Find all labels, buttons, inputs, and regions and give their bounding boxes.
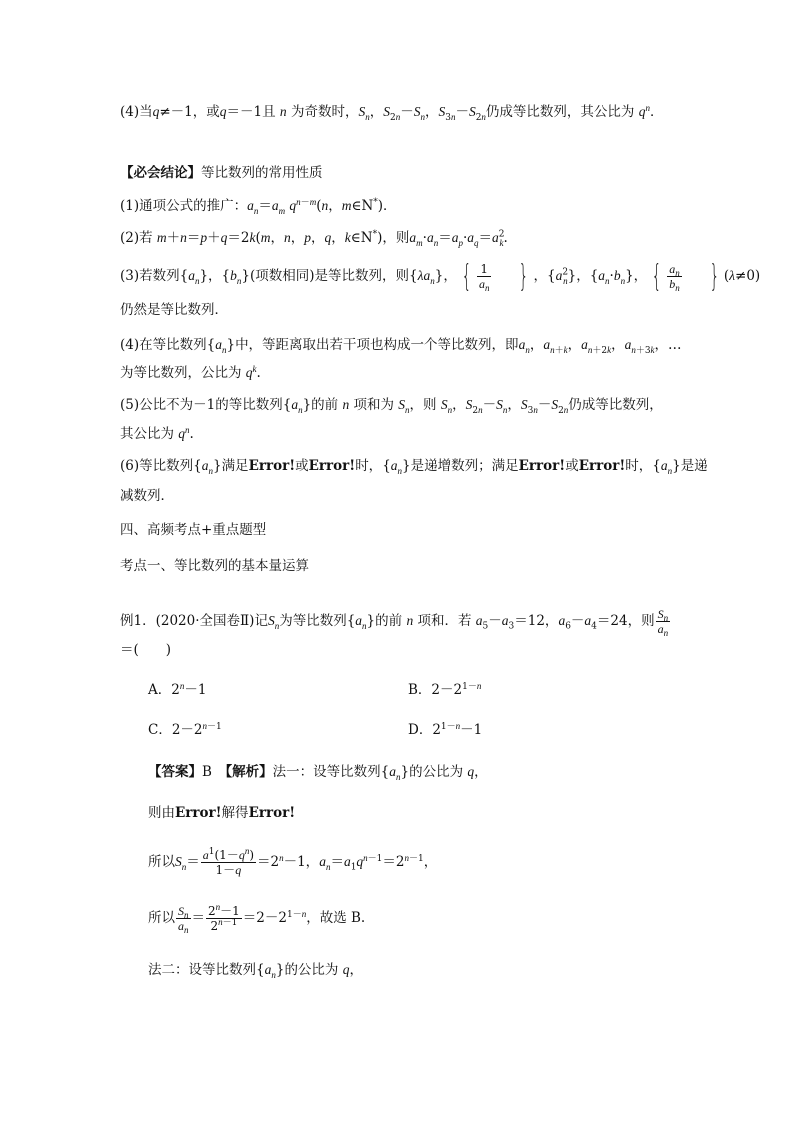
option-d: D．$2^{1-n}-1$ xyxy=(408,720,483,738)
answer-line-3: 所以$S_n=$ $\frac{a^1(1-q^n)}{1-q}$ $=2^n-1$，$a_n=a_1q^{n-1}=2^{n-1}$， xyxy=(148,846,438,877)
conclusion-heading xyxy=(120,163,323,183)
heading-tag: 【必会结论】 xyxy=(120,165,201,181)
conclusion-item-5: (5)公比不为－1的等比数列$\{a_n\}$的前 n 项和为 $S_n$，则 $S_n$，$S_{2n}-S_n$，$S_{3n}-S_{2n}$仍成等比数列， xyxy=(120,397,663,416)
conclusion-item-6-end: 减数列． xyxy=(120,488,174,504)
example-1-blank: ＝( ) xyxy=(120,642,172,658)
conclusion-item-1: (1)通项公式的推广：$a_n=a_m$ $q^{n-m}(n$，m∈N*)． xyxy=(120,196,397,216)
conclusion-item-4: (4)在等比数列$\{a_n\}$中，等距离取出若干项也构成一个等比数列，即$a_n$，$a_{n+k}$，$a_{n+2k}$，$a_{n+3k}$，… xyxy=(120,337,682,356)
conclusion-item-2: (2)若 m＋n＝p＋q＝2k(m，n，p，q，k∈N*)，则$a_m\cdot a_n=a_p\cdot a_q=a^2_k$. xyxy=(120,229,508,248)
answer-line: 【答案】B 【解析】法一：设等比数列$\{a_n\}$的公比为 q， xyxy=(148,764,488,782)
answer-line-4: 所以 $\frac{S_n}{a_n}$ ＝ $\frac{2^n-1}{2^{n-1}}$ $=2-2^{1-n}$，故选 B. xyxy=(148,902,366,936)
conclusion-item-6: (6)等比数列$\{a_n\}$满足Error!或Error!时，$\{a_n\}$是递增数列；满足Error!或Error!时，$\{a_n\}$是递 xyxy=(120,458,708,476)
heading-text: 等比数列的常用性质 xyxy=(201,165,323,181)
p4-lead: (4)当 xyxy=(120,104,153,120)
property-4-line: (4)当q≠－1，或q＝－1且 n 为奇数时，$S_n$，$S_{2n}-S_n$，$S_{3n}-S_{2n}$仍成等比数列，其公比为 $q^n$． xyxy=(120,102,664,123)
conclusion-item-3-end: 仍然是等比数列． xyxy=(120,302,228,318)
conclusion-item-3: (3)若数列$\{a_n\}$，$\{b_n\}$(项数相同)是等比数列，则$\{\lambda a_n\}$， { $\frac{1}{a_n}$ } ，$\{a^2_n\}$，$\{a_n\cdot b_n\}$， { $\frac{a_n}{b_n}$ } (λ≠0) xyxy=(120,258,761,294)
conclusion-item-4-end: 为等比数列，公比为 $q^k$. xyxy=(120,363,261,381)
example-1: 例1．(2020·全国卷Ⅱ)记$S_n$为等比数列$\{a_n\}$的前 n 项和．若 $a_5-a_3=12$，$a_6-a_4=24$，则 $\frac{S_n}{a_n}$ xyxy=(120,607,669,639)
option-b: B．$2-2^{1-n}$ xyxy=(408,680,482,698)
answer-line-5: 法二：设等比数列$\{a_n\}$的公比为 q， xyxy=(148,962,363,980)
answer-line-2: 则由Error!解得Error! xyxy=(148,805,296,821)
answer-value: B xyxy=(202,764,212,780)
topic-one-heading: 考点一、等比数列的基本量运算 xyxy=(120,558,309,574)
part-four-heading: 四、高频考点+重点题型 xyxy=(120,522,267,538)
conclusion-item-5-end: 其公比为 $q^n$. xyxy=(120,424,194,442)
option-c: C．$2-2^{n-1}$ xyxy=(148,720,222,738)
option-a: A．$2^n-1$ xyxy=(148,680,207,698)
